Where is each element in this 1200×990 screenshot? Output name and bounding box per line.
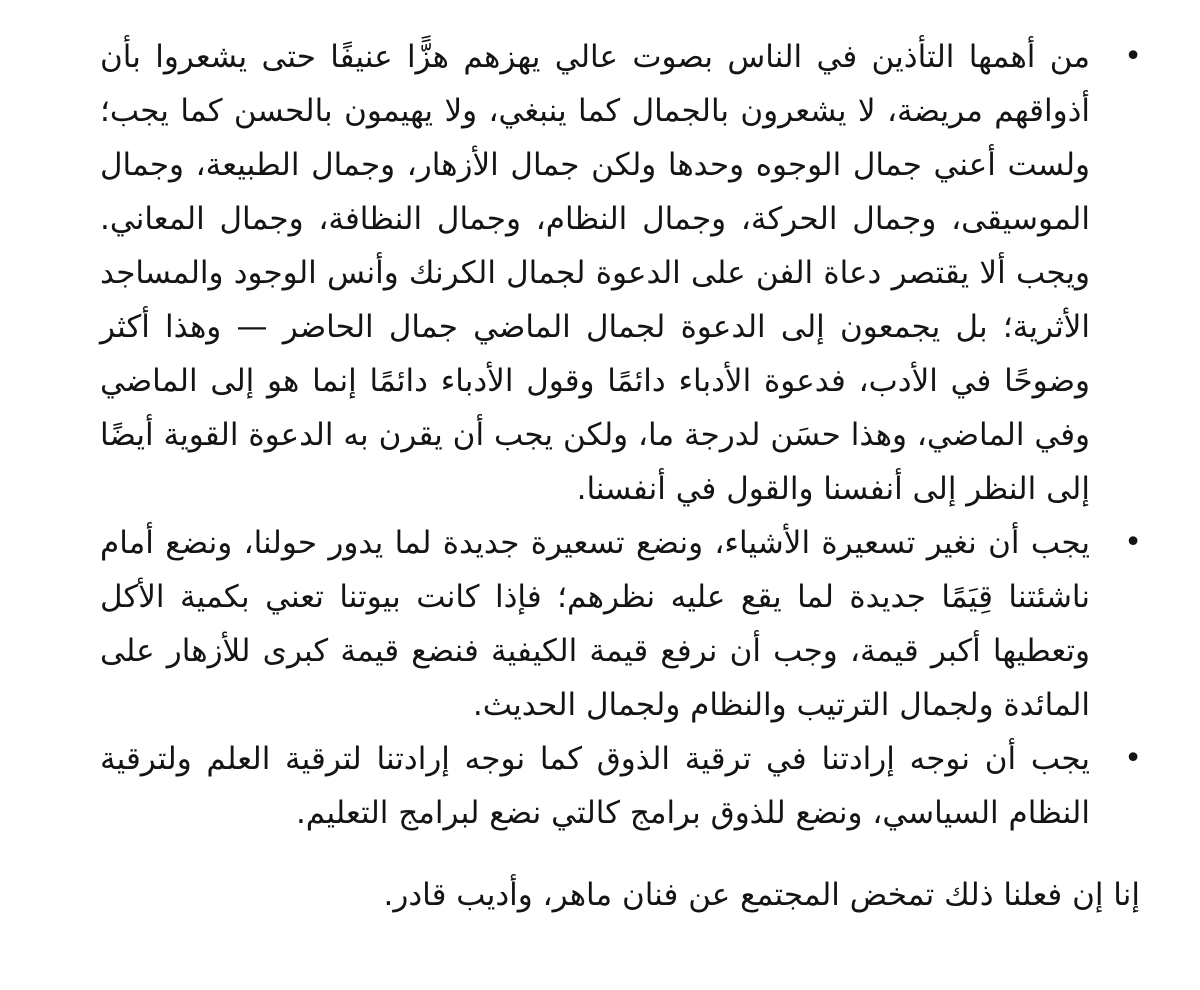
bullet-text: من أهمها التأذين في الناس بصوت عالي يهزهم هزًّا عنيفًا حتى يشعروا بأن أذواقهم مريضة، لا يشعرون بالجمال كما ينبغي، ولا يهيمون بالحسن كما يجب؛ ولست أعني جمال الوجوه وحدها ولكن جمال الأزهار، وجمال الطبيعة، وجمال الموسيقى، وجمال الحركة، وجمال النظام، وجمال النظافة، وجمال المعاني. ويجب ألا يقتصر دعاة الفن على الدعوة لجمال الكرنك وأنس الوجود والمساجد الأثرية؛ بل يجمعون إلى الدعوة لجمال الماضي جمال الحاضر — وهذا أكثر وضوحًا في الأدب، فدعوة الأدباء دائمًا وقول الأدباء دائمًا إنما هو إلى الماضي وفي الماضي، وهذا حسَن لدرجة ما، ولكن يجب أن يقرن به الدعوة القوية أيضًا إلى النظر إلى أنفسنا والقول في أنفسنا. — [100, 39, 1090, 507]
closing-paragraph: إنا إن فعلنا ذلك تمخض المجتمع عن فنان ماهر، وأديب قادر. — [383, 877, 1140, 913]
bullet-marker: • — [1124, 39, 1142, 74]
bullet-text: يجب أن نغير تسعيرة الأشياء، ونضع تسعيرة جديدة لما يدور حولنا، ونضع أمام ناشئتنا قِيَمًا جديدة لما يقع عليه نظرهم؛ فإذا كانت بيوتنا تعني بكمية الأكل وتعطيها أكبر قيمة، وجب أن نرفع قيمة الكيفية فنضع قيمة كبرى للأزهار على المائدة ولجمال الترتيب والنظام ولجمال الحديث. — [100, 525, 1090, 723]
bullet-item-3 — [100, 732, 1142, 840]
document-page — [0, 30, 1200, 990]
bullet-text: يجب أن نوجه إرادتنا في ترقية الذوق كما نوجه إرادتنا لترقية العلم ولترقية النظام السياسي، ونضع للذوق برامج كالتي نضع لبرامج التعليم. — [100, 741, 1090, 831]
bullet-item-2 — [100, 516, 1142, 732]
bullet-marker: • — [1124, 525, 1142, 560]
bullet-marker: • — [1124, 741, 1142, 776]
bullet-item-1 — [100, 30, 1142, 516]
bullet-list — [100, 30, 1142, 840]
